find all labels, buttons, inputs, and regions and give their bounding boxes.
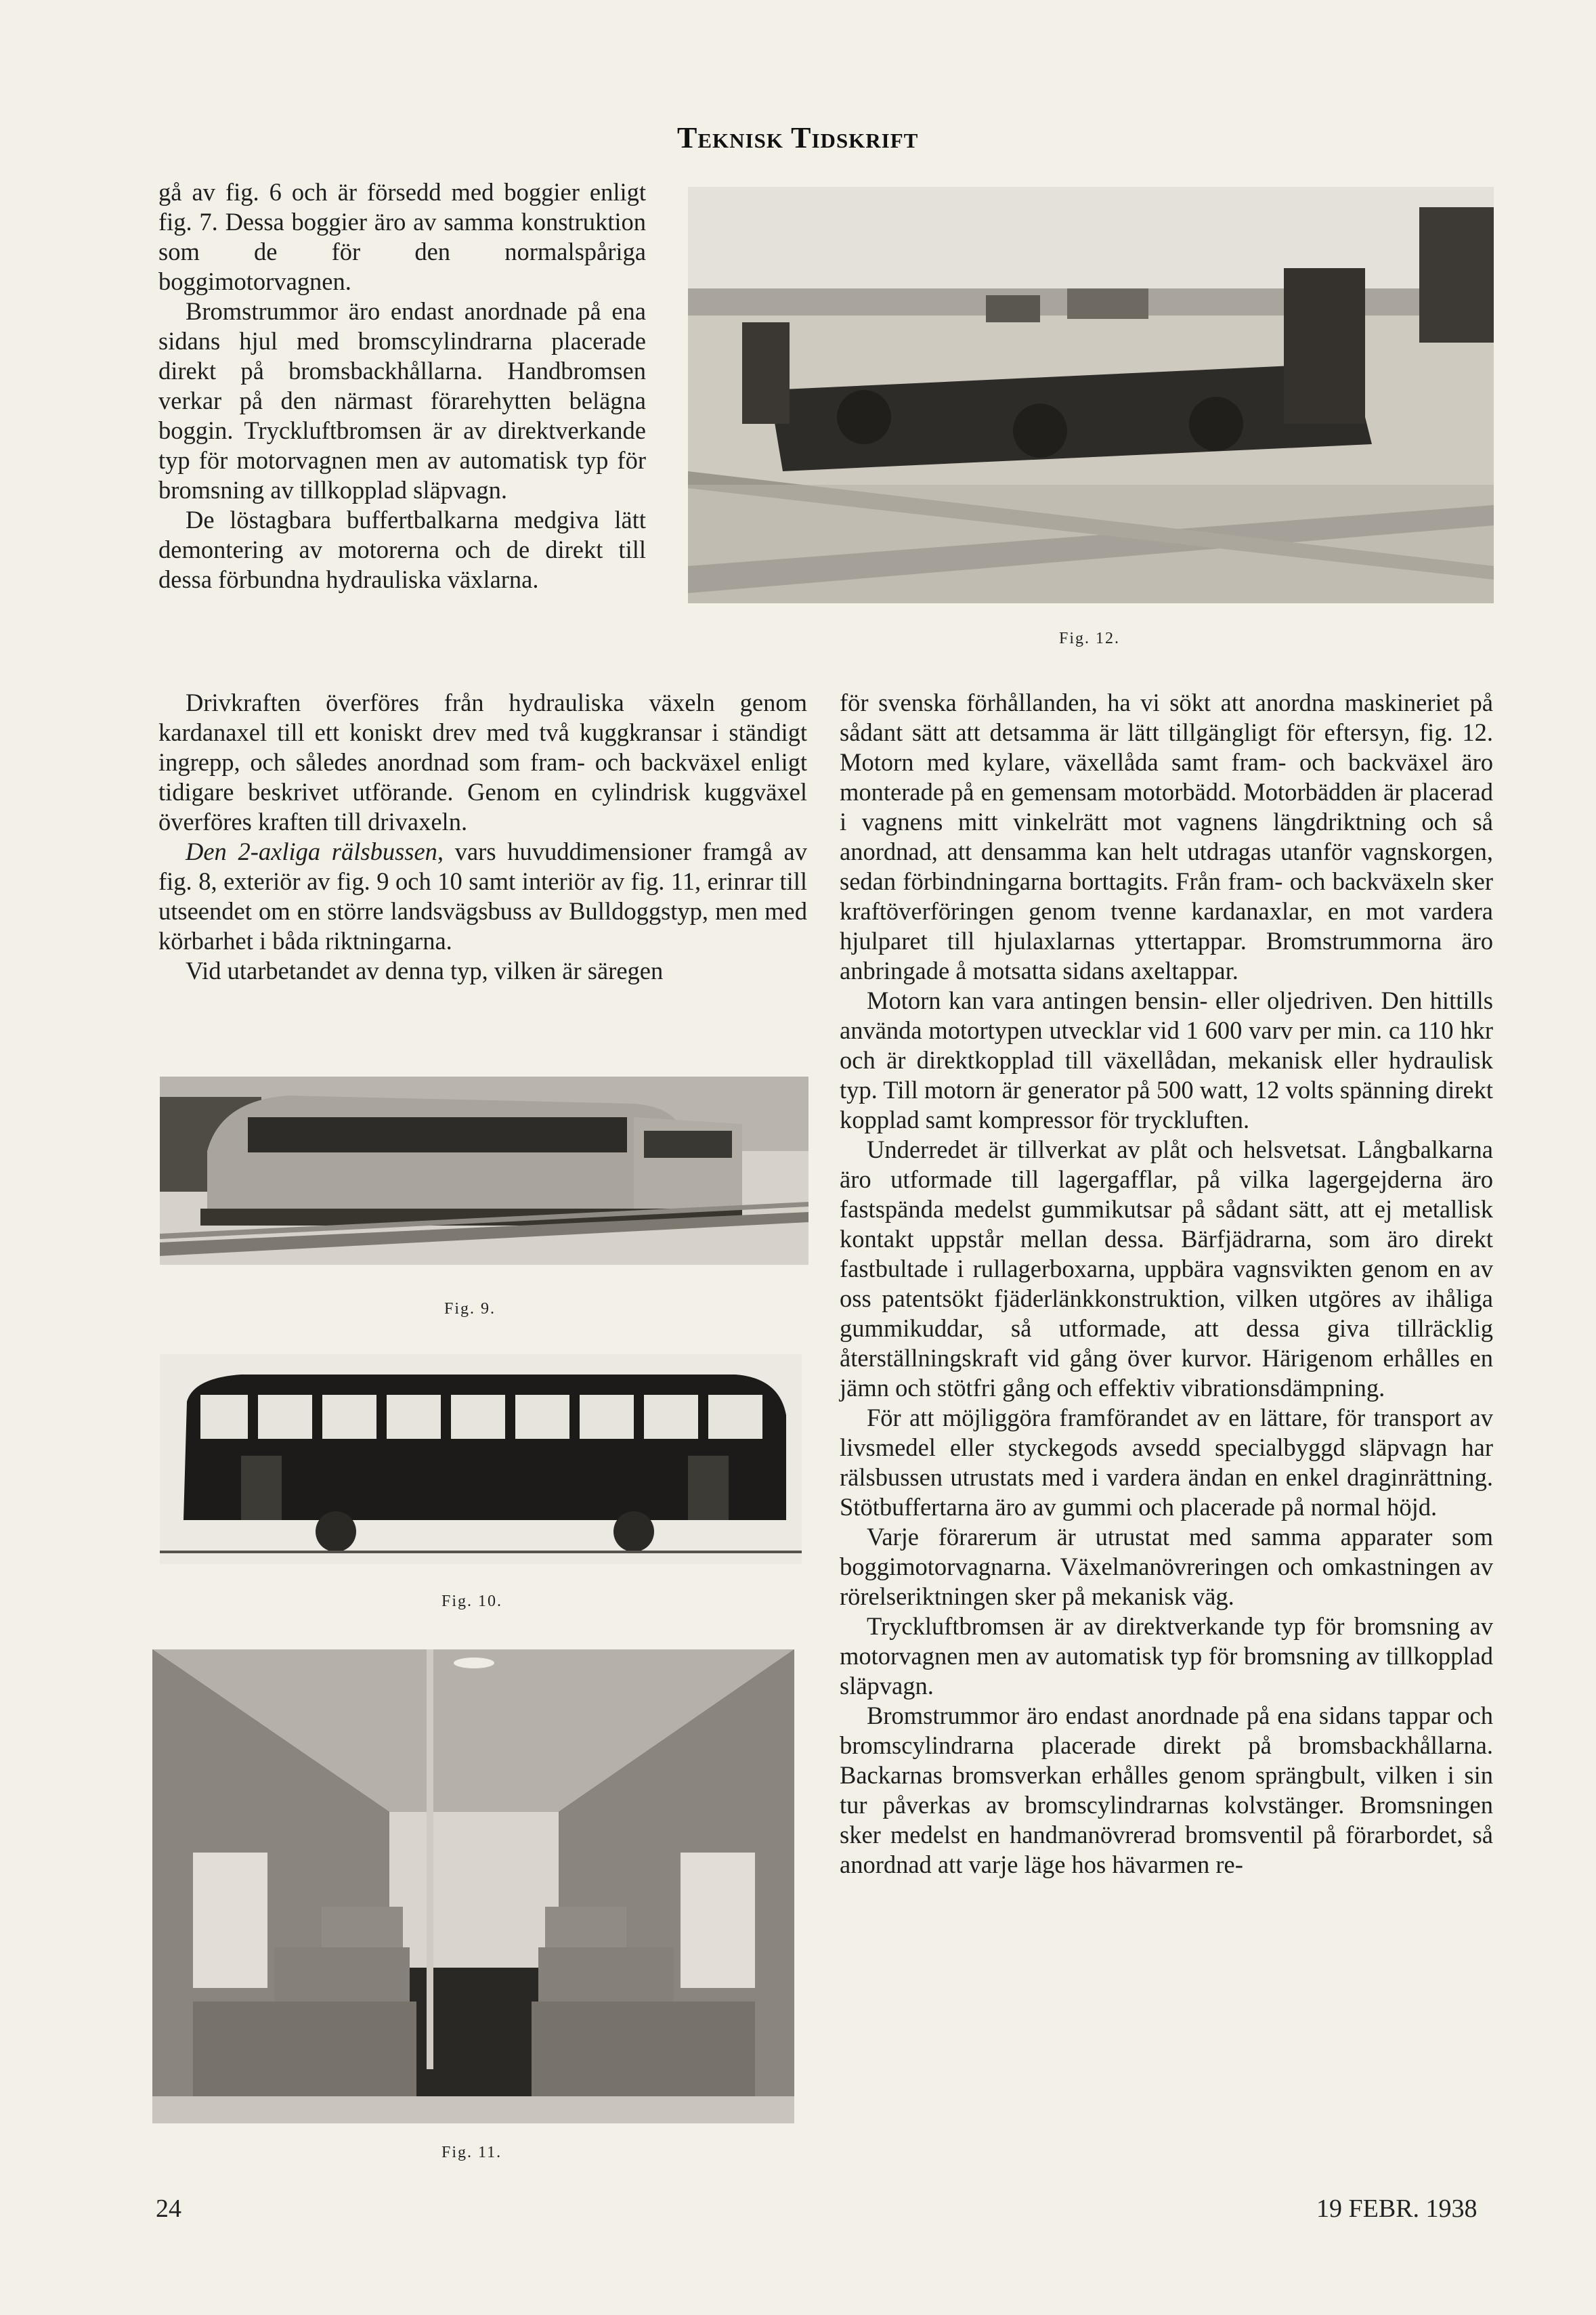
paragraph: Drivkraften överföres från hydrauliska växeln genom kardanaxel till ett koniskt drev med två kuggkransar i ständigt ingrepp, och således anordnad som fram- och backväxel enligt tidigare beskrivet utförande. Genom en cylindrisk kuggväxel överföres kraften till drivaxeln. (158, 689, 807, 836)
journal-header: Teknisk Tidskrift (677, 121, 919, 154)
page-number: 24 (156, 2194, 181, 2223)
column-1-top (158, 177, 646, 594)
issue-date: 19 FEBR. 1938 (1316, 2194, 1478, 2223)
column-2 (840, 688, 1493, 1880)
paragraph: för svenska förhållanden, ha vi sökt att anordna maskineriet på sådant sätt att detsamma är lätt tillgängligt för eftersyn, fig. 12. Motorn med kylare, växellåda samt fram- och backväxel äro monterade på en gemensam motorbädd. Motorbädden är placerad i vagnens mitt vinkelrätt mot vagnens längdriktning och så anordnad, att densamma kan helt utdragas utanför vagnskorgen, sedan förbindningarna borttagits. Från fram- och backväxeln sker kraftöverföringen genom tvenne kardanaxlar, en mot vardera hjulparet till hjulaxlarnas yttertappar. Bromstrummorna äro anbringade å motsatta sidans axeltappar. (840, 689, 1493, 985)
figure-9-caption: Fig. 9. (444, 1300, 496, 1318)
column-1-bottom (158, 688, 807, 986)
figure-10-caption: Fig. 10. (441, 1593, 503, 1610)
figure-10-drawing (160, 1354, 802, 1564)
figure-12-photo (688, 187, 1494, 603)
paragraph: Varje förarerum är utrustat med samma apparater som boggimotorvagnarna. Växelmanövreringen och omkastningen av rörelseriktningen sker på mekanisk väg. (840, 1523, 1493, 1610)
paragraph: De löstagbara buffertbalkarna medgiva lätt demontering av motorerna och de direkt till dessa förbundna hydrauliska växlarna. (158, 506, 646, 593)
paragraph: Tryckluftbromsen är av direktverkande typ för bromsning av motorvagnen men av automatisk typ för bromsning av tillkopplad släpvagn. (840, 1612, 1493, 1700)
figure-12-caption: Fig. 12. (1059, 630, 1121, 647)
figure-11-caption: Fig. 11. (441, 2144, 502, 2161)
paragraph-text: vars huvuddimensioner framgå av fig. 8, exteriör av fig. 9 och 10 samt interiör av fig. 11, erinrar till utseendet om en större landsvägsbuss av Bulldoggstyp, men med körbarhet i båda riktningarna. (158, 838, 808, 955)
paragraph: Bromstrummor äro endast anordnade på ena sidans tappar och bromscylindrarna placerade direkt på bromsbackhållarna. Backarnas bromsverkan erhålles genom sprängbult, vilken i sin tur påverkas av bromscylindrarnas kolvstänger. Bromsningen sker medelst en handmanövrerad bromsventil på förarbordet, så anordnad att varje läge hos hävarmen re- (840, 1702, 1493, 1878)
figure-11-photo (152, 1649, 794, 2123)
paragraph: gå av fig. 6 och är försedd med boggier enligt fig. 7. Dessa boggier äro av samma konstruktion som de för den normalspåriga boggimotorvagnen. (158, 178, 646, 295)
paragraph (158, 837, 807, 956)
paragraph: Underredet är tillverkat av plåt och helsvetsat. Långbalkarna äro utformade till lagergafflar, på vilka lagergejderna äro fastspända medelst gummikutsar på sådant sätt, att ej metallisk kontakt uppstår mellan dessa. Bärfjädrarna, som äro direkt fastbultade i rullagerboxarna, uppbära vagnsvikten genom en av oss patentsökt fjäderlänkkonstruktion, vilken utgöres av ihåliga gummikuddar, så utformade, att dessa giva tillräcklig återställningskraft vid gång över kurvor. Härigenom erhålles en jämn och stötfri gång och effektiv vibrationsdämpning. (840, 1135, 1493, 1402)
paragraph: Bromstrummor äro endast anordnade på ena sidans hjul med bromscylindrarna placerade direkt på bromsbackhållarna. Handbromsen verkar på den närmast förarehytten belägna boggin. Tryckluftbromsen är av direktverkande typ för motorvagnen men av automatisk typ för bromsning av tillkopplad släpvagn. (158, 297, 646, 504)
paragraph: Motorn kan vara antingen bensin- eller oljedriven. Den hittills använda motortypen utvecklar vid 1 600 varv per min. ca 110 hkr och är direktkopplad till växellådan, mekanisk eller hydraulisk typ. Till motorn är generator på 500 watt, 12 volts spänning direkt kopplad samt kompressor för tryckluften. (840, 987, 1493, 1133)
figure-9-photo (160, 1077, 808, 1265)
italic-heading: Den 2-axliga rälsbussen, (186, 838, 444, 865)
paragraph: För att möjliggöra framförandet av en lättare, för transport av livsmedel eller styckegods avsedd specialbyggd släpvagn har rälsbussen utrustats med i vardera ändan en enkel draginrättning. Stötbuffertarna äro av gummi och placerade på normal höjd. (840, 1404, 1493, 1521)
paragraph: Vid utarbetandet av denna typ, vilken är säregen (186, 957, 664, 985)
